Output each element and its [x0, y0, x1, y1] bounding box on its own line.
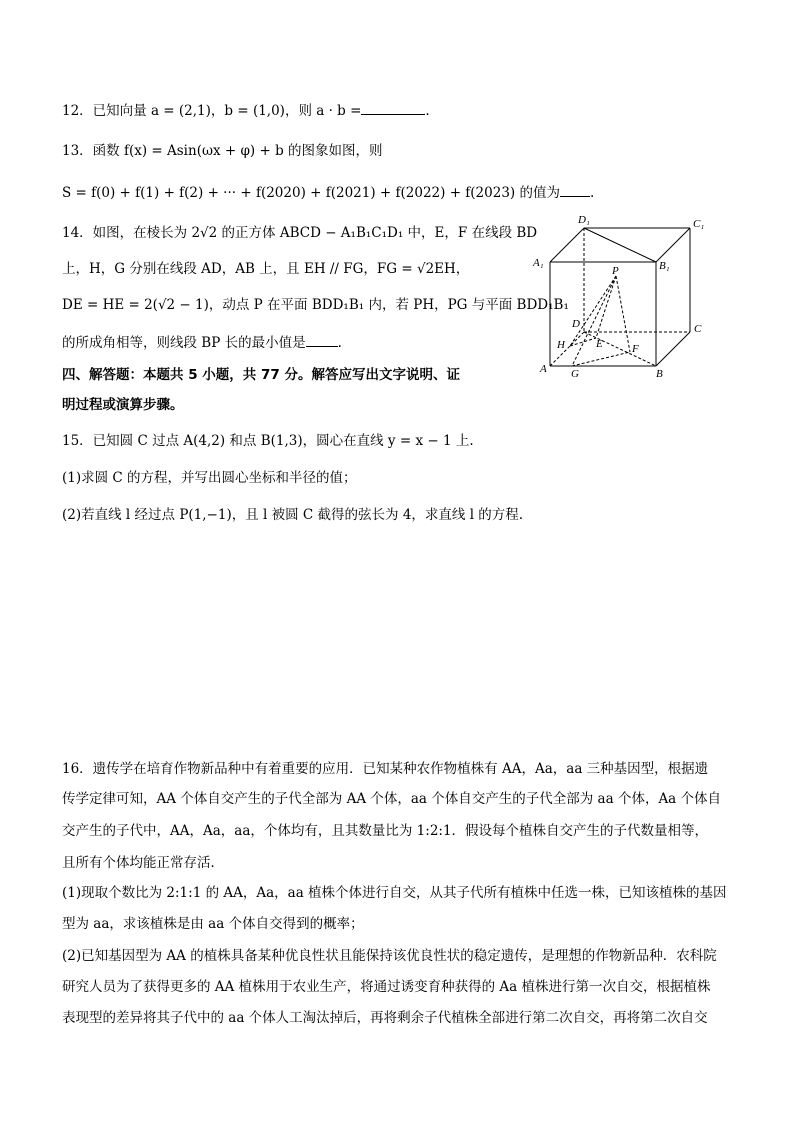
q16-part1-line1: (1)现取个数比为 2:1:1 的 AA，Aa，aa 植株个体进行自交，从其子代所有植株中任选一株，已知该植株的基因: [62, 885, 727, 901]
label-h: H: [557, 339, 565, 351]
segment-p-h: [570, 276, 616, 346]
q14-line1: 14．如图，在棱长为 2√2 的正方体 ABCD − A₁B₁C₁D₁ 中，E，F 在线段 BD: [62, 225, 538, 241]
edge-d1-b1: [584, 228, 656, 262]
label-e: E: [596, 338, 603, 350]
q16-part2-line3: 表现型的差异将其子代中的 aa 个体人工淘汰掉后，再将剩余子代植株全部进行第二次自交，再将第二次自交: [62, 1010, 708, 1026]
edge-b1-c1: [656, 228, 690, 262]
q14-line2: 上，H，G 分别在线段 AD，AB 上，且 EH // FG，FG = √2EH，: [62, 261, 470, 277]
label-c1: C₁: [693, 218, 705, 230]
q16-line1: 16．遗传学在培育作物新品种中有着重要的应用．已知某种农作物植株有 AA，Aa，aa 三种基因型，根据遗: [62, 761, 709, 777]
edge-a1-d1: [550, 228, 584, 262]
q16-line3: 交产生的子代中，AA，Aa，aa，个体均有，且其数量比为 1:2:1．假设每个植株自交产生的子代数量相等，: [62, 823, 709, 839]
q15-part2: (2)若直线 l 经过点 P(1,−1)，且 l 被圆 C 截得的弦长为 4，求直线 l 的方程.: [62, 507, 524, 523]
q12-text: 12．已知向量 a = (2,1)，b = (1,0)，则 a · b = .: [62, 100, 430, 120]
q13-sum-expression: S = f(0) + f(1) + f(2) + ··· + f(2020) + f(2021) + f(2022) + f(2023) 的值为: [62, 185, 560, 201]
label-b1: B₁: [659, 260, 670, 272]
q15-stem: 15．已知圆 C 过点 A(4,2) 和点 B(1,3)，圆心在直线 y = x − 1 上.: [62, 433, 474, 449]
cube-figure: [532, 210, 712, 380]
q14-line3: DE = HE = 2(√2 − 1)，动点 P 在平面 BDD₁B₁ 内，若 PH，PG 与平面 BDD₁B₁: [62, 297, 569, 313]
label-p: P: [612, 265, 619, 277]
label-c: C: [694, 323, 702, 335]
hidden-diagonal-d-b: [584, 332, 656, 366]
q16-part2-line1: (2)已知基因型为 AA 的植株具备某种优良性状且能保持该优良性状的稳定遗传，是理想的作物新品种．农科院: [62, 948, 717, 964]
label-a1: A₁: [533, 257, 544, 269]
hidden-edge-a-d: [550, 332, 584, 366]
q14-stem-end: 的所成角相等，则线段 BP 长的最小值是: [62, 335, 306, 351]
label-g: G: [571, 368, 579, 380]
q13-line1: 13．函数 f(x) = Asin(ωx + φ) + b 的图象如图，则: [62, 143, 383, 159]
q16-part1-line2: 型为 aa，求该植株是由 aa 个体自交得到的概率；: [62, 916, 364, 932]
segment-p-e: [596, 276, 616, 338]
label-d1: D₁: [578, 214, 590, 226]
label-d: D: [572, 318, 580, 330]
label-f: F: [632, 343, 639, 355]
q14-answer-blank[interactable]: [306, 332, 338, 347]
label-b: B: [656, 368, 663, 380]
q15-part1: (1)求圆 C 的方程，并写出圆心坐标和半径的值；: [62, 470, 357, 486]
edge-b-c: [656, 332, 690, 366]
q14-line4: 的所成角相等，则线段 BP 长的最小值是 .: [62, 332, 342, 352]
segment-p-f: [616, 276, 630, 352]
section4-heading-line2: 明过程或演算步骤。: [62, 397, 184, 413]
q16-line2: 传学定律可知，AA 个体自交产生的子代全部为 AA 个体，aa 个体自交产生的子代全部为 aa 个体，Aa 个体自: [62, 791, 722, 807]
segment-g-f: [572, 352, 630, 366]
q16-part2-line2: 研究人员为了获得更多的 AA 植株用于农业生产，将通过诱变育种获得的 Aa 植株进行第一次自交，根据植株: [62, 979, 711, 995]
q13-answer-blank[interactable]: [560, 182, 590, 197]
q13-line2: S = f(0) + f(1) + f(2) + ··· + f(2020) + f(2021) + f(2022) + f(2023) 的值为 .: [62, 182, 594, 202]
q16-line4: 且所有个体均能正常存活．: [62, 855, 224, 871]
label-a: A: [540, 363, 547, 375]
q12-stem: 12．已知向量 a = (2,1)，b = (1,0)，则 a · b =: [62, 103, 362, 119]
section4-heading-line1: 四、解答题：本题共 5 小题，共 77 分。解答应写出文字说明、证: [62, 367, 460, 383]
q12-answer-blank[interactable]: [361, 100, 425, 115]
